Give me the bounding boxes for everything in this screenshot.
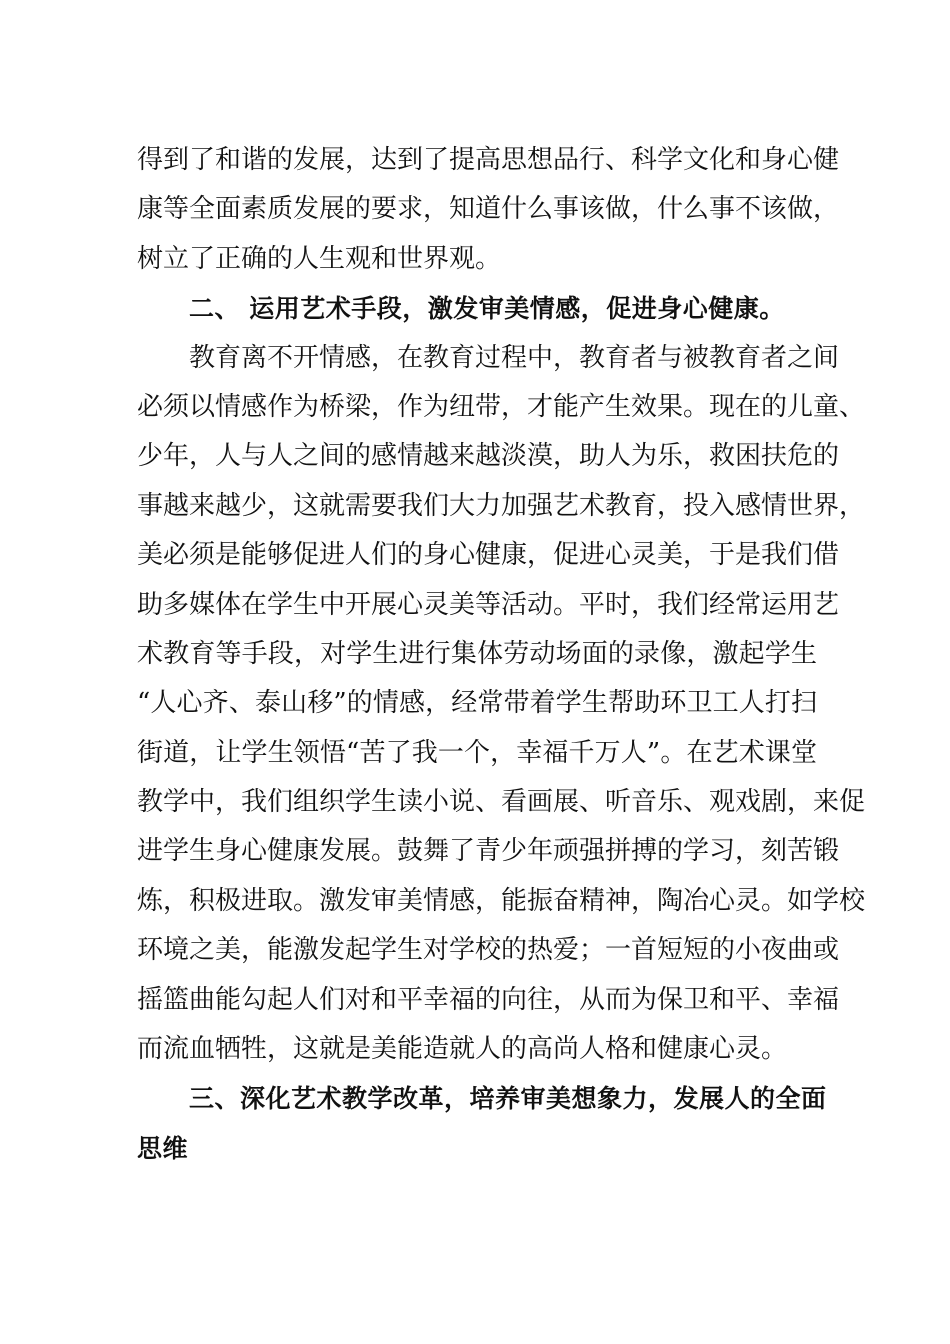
paragraph-line: 必须以情感作为桥梁，作为纽带，才能产生效果。现在的儿童、 (137, 391, 866, 422)
paragraph-1 (137, 136, 840, 284)
paragraph-2 (137, 334, 866, 1075)
paragraph-line: 街道，让学生领悟“苦了我一个，幸福千万人”。在艺术课堂 (137, 737, 817, 768)
section-heading-2 (137, 284, 817, 333)
section-heading-line: 三、深化艺术教学改革，培养审美想象力，发展人的全面 (189, 1084, 827, 1114)
paragraph-line: 炼，积极进取。激发审美情感，能振奋精神，陶冶心灵。如学校 (137, 885, 866, 916)
paragraph-line: 进学生身心健康发展。鼓舞了青少年顽强拼搏的学习，刻苦锻 (137, 836, 840, 867)
paragraph-line: 美必须是能够促进人们的身心健康，促进心灵美，于是我们借 (137, 540, 840, 571)
paragraph-line: 而流血牺牲，这就是美能造就人的高尚人格和健康心灵。 (137, 1034, 788, 1065)
section-heading-line: 思维 (137, 1133, 189, 1163)
section-heading-3 (137, 1074, 827, 1173)
paragraph-line: “人心齐、泰山移”的情感，经常带着学生帮助环卫工人打扫 (137, 688, 817, 719)
paragraph-line: 助多媒体在学生中开展心灵美等活动。平时，我们经常运用艺 (137, 589, 840, 620)
paragraph-line: 教学中，我们组织学生读小说、看画展、听音乐、观戏剧，来促 (137, 787, 866, 818)
paragraph-line: 少年，人与人之间的感情越来越淡漠，助人为乐，救困扶危的 (137, 441, 840, 472)
paragraph-line: 摇篮曲能勾起人们对和平幸福的向往，从而为保卫和平、幸福 (137, 984, 840, 1015)
paragraph-line: 康等全面素质发展的要求，知道什么事该做，什么事不该做， (137, 194, 840, 225)
paragraph-line: 得到了和谐的发展，达到了提高思想品行、科学文化和身心健 (137, 145, 840, 175)
paragraph-line: 术教育等手段，对学生进行集体劳动场面的录像，激起学生 (137, 638, 817, 669)
section-heading-line: 二、 运用艺术手段，激发审美情感，促进身心健康。 (189, 294, 785, 324)
paragraph-line: 环境之美，能激发起学生对学校的热爱；一首短短的小夜曲或 (137, 935, 840, 966)
paragraph-line: 树立了正确的人生观和世界观。 (137, 243, 502, 274)
paragraph-line: 事越来越少，这就需要我们大力加强艺术教育，投入感情世界， (137, 490, 866, 521)
paragraph-line: 教育离不开情感，在教育过程中，教育者与被教育者之间 (189, 342, 840, 373)
document-body (137, 136, 866, 1173)
